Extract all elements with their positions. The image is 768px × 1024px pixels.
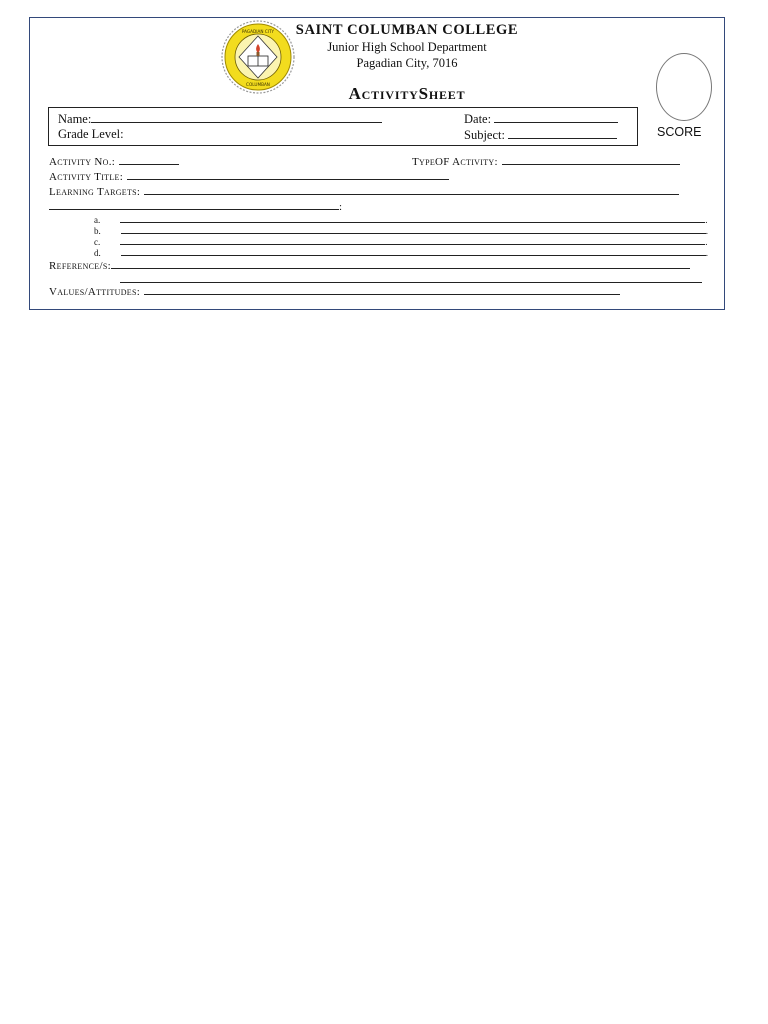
- date-field[interactable]: [464, 111, 618, 127]
- name-label: Name:: [58, 112, 92, 126]
- values-attitudes-field[interactable]: [49, 282, 620, 300]
- type-of-activity-field[interactable]: [412, 152, 680, 170]
- activity-no-line[interactable]: [119, 153, 179, 165]
- seal-bottom-text: COLUMBAN: [246, 82, 270, 87]
- department-name: Junior High School Department: [327, 40, 487, 54]
- activity-no-label: Activity No.:: [49, 156, 116, 168]
- type-of-activity-line[interactable]: [502, 153, 680, 165]
- subject-label: Subject:: [464, 128, 505, 142]
- name-line[interactable]: [91, 111, 382, 123]
- learning-targets-continuation[interactable]: :: [49, 198, 342, 213]
- date-label: Date:: [464, 112, 492, 126]
- target-item-b[interactable]: b. .: [94, 226, 708, 236]
- learning-targets-line[interactable]: [144, 183, 679, 195]
- type-of-activity-label: TypeOF Activity:: [412, 156, 498, 168]
- values-attitudes-line[interactable]: [144, 283, 620, 295]
- target-item-c[interactable]: c. .: [94, 237, 708, 247]
- target-letter-c: c.: [94, 237, 101, 247]
- target-letter-d: d.: [94, 248, 101, 258]
- college-name: SAINT COLUMBAN COLLEGE: [295, 22, 519, 38]
- student-info-box: [48, 107, 638, 146]
- values-attitudes-label: Values/Attitudes:: [49, 286, 141, 298]
- target-line-d[interactable]: [121, 246, 706, 256]
- target-item-a[interactable]: a. .: [94, 215, 708, 225]
- name-field[interactable]: [58, 111, 382, 127]
- target-letter-a: a.: [94, 215, 101, 225]
- subject-line[interactable]: [508, 127, 617, 139]
- learning-targets-label: Learning Targets:: [49, 186, 141, 198]
- subject-field[interactable]: [464, 127, 617, 143]
- seal-top-text: PAGADIAN CITY: [241, 29, 275, 34]
- learning-targets-line-2[interactable]: [49, 198, 339, 210]
- activity-title-label: Activity Title:: [49, 171, 124, 183]
- activity-title-line[interactable]: [127, 168, 449, 180]
- sheet-title: ActivitySheet: [348, 84, 466, 103]
- grade-level-label: Grade Level:: [58, 127, 124, 141]
- references-line[interactable]: [111, 257, 690, 269]
- references-label: Reference/s:: [49, 260, 111, 272]
- target-letter-b: b.: [94, 226, 101, 236]
- city-address: Pagadian City, 7016: [356, 56, 458, 70]
- score-oval[interactable]: [656, 53, 712, 121]
- date-line[interactable]: [494, 111, 618, 123]
- score-label: SCORE: [657, 125, 702, 139]
- target-item-d[interactable]: d. .: [94, 248, 708, 258]
- activity-sheet: [29, 17, 725, 310]
